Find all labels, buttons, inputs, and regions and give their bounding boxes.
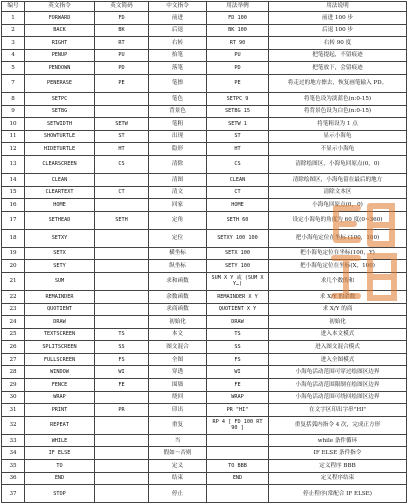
cell-english-command: RIGHT xyxy=(25,37,95,50)
cell-english-abbreviation xyxy=(95,92,149,105)
table-body xyxy=(2,12,407,503)
cell-english-abbreviation: PE xyxy=(95,74,149,92)
cell-usage-description: 清除文本区 xyxy=(269,186,407,199)
cell-chinese-command: 回家 xyxy=(149,199,207,212)
cell-usage-description: 将笔粗设为 1 点 xyxy=(269,118,407,131)
cell-number: 28 xyxy=(2,366,25,379)
cell-english-abbreviation xyxy=(95,434,149,447)
table-row xyxy=(2,155,407,173)
cell-number: 35 xyxy=(2,460,25,473)
cell-usage-example: TS xyxy=(207,328,269,341)
table-row xyxy=(2,211,407,229)
cell-english-abbreviation xyxy=(95,105,149,118)
table-row xyxy=(2,143,407,156)
cell-chinese-command: 纵坐标 xyxy=(149,260,207,273)
cell-usage-example: DRAW xyxy=(207,316,269,329)
cell-number: 36 xyxy=(2,472,25,485)
cell-english-abbreviation: FD xyxy=(95,12,149,25)
cell-number: 13 xyxy=(2,155,25,173)
table-row xyxy=(2,290,407,303)
cell-usage-example: SETY 100 xyxy=(207,260,269,273)
cell-chinese-command: 笔色 xyxy=(149,92,207,105)
cell-usage-description: 小海龟回原点(0，0) xyxy=(269,199,407,212)
table-row xyxy=(2,353,407,366)
cell-english-command: SETX xyxy=(25,247,95,260)
cell-usage-example: FE xyxy=(207,379,269,392)
cell-chinese-command: 横坐标 xyxy=(149,247,207,260)
table-row xyxy=(2,74,407,92)
cell-english-abbreviation: PR xyxy=(95,404,149,417)
cell-usage-description: 在文字区印出字串"HI" xyxy=(269,404,407,417)
cell-english-command: REMAINDER xyxy=(25,290,95,303)
cell-number: 30 xyxy=(2,391,25,404)
cell-number: 3 xyxy=(2,37,25,50)
cell-english-abbreviation xyxy=(95,485,149,503)
cell-usage-description: 求几个数的和 xyxy=(269,272,407,290)
cell-english-command: PENERASE xyxy=(25,74,95,92)
cell-english-abbreviation xyxy=(95,173,149,186)
cell-usage-example: PE xyxy=(207,74,269,92)
table-row xyxy=(2,316,407,329)
cell-english-command: SPLITSCREEN xyxy=(25,341,95,354)
table-row xyxy=(2,485,407,503)
cell-number: 9 xyxy=(2,105,25,118)
cell-english-command: END xyxy=(25,472,95,485)
cell-usage-example: SETW 1 xyxy=(207,118,269,131)
cell-english-command: CLEARTEXT xyxy=(25,186,95,199)
cell-number: 20 xyxy=(2,260,25,273)
cell-english-abbreviation: WI xyxy=(95,366,149,379)
cell-english-command: IF ELSE xyxy=(25,447,95,460)
cell-number: 16 xyxy=(2,199,25,212)
cell-number: 34 xyxy=(2,447,25,460)
cell-english-command: TEXTSCREEN xyxy=(25,328,95,341)
cell-usage-example xyxy=(207,485,269,503)
cell-usage-description: 将走过的地方擦去，恢复画笔输入 PD。 xyxy=(269,74,407,92)
cell-usage-example: SETX 100 xyxy=(207,247,269,260)
cell-usage-description: 小海龟活动范围可绕回绘图区边界 xyxy=(269,391,407,404)
cell-usage-description: 设定小海龟的角度为 60 度(0~360) xyxy=(269,211,407,229)
cell-english-abbreviation: RT xyxy=(95,37,149,50)
logo-command-table xyxy=(1,1,407,503)
cell-english-command: WRAP xyxy=(25,391,95,404)
cell-english-abbreviation xyxy=(95,447,149,460)
cell-usage-description: while 条件循环 xyxy=(269,434,407,447)
table-row xyxy=(2,416,407,434)
cell-usage-example: WI xyxy=(207,366,269,379)
cell-number: 18 xyxy=(2,229,25,247)
cell-usage-description: 求 X/Y 的商 xyxy=(269,303,407,316)
table-row xyxy=(2,472,407,485)
cell-usage-example: RT 90 xyxy=(207,37,269,50)
cell-usage-description: 重复括弧内指令 4 次，完成正方形 xyxy=(269,416,407,434)
cell-number: 26 xyxy=(2,341,25,354)
cell-chinese-command: 余数函数 xyxy=(149,290,207,303)
cell-usage-description: 定义程序结束 xyxy=(269,472,407,485)
cell-english-abbreviation: FS xyxy=(95,353,149,366)
cell-usage-description: 初始化 xyxy=(269,316,407,329)
cell-english-abbreviation: FE xyxy=(95,379,149,392)
cell-number: 12 xyxy=(2,143,25,156)
cell-usage-example: PR "HI" xyxy=(207,404,269,417)
cell-usage-example: CT xyxy=(207,186,269,199)
cell-chinese-command: 绕回 xyxy=(149,391,207,404)
cell-usage-example: QUOTIENT X Y xyxy=(207,303,269,316)
table-row xyxy=(2,404,407,417)
header-english-command: 英文指令 xyxy=(25,2,95,12)
cell-usage-example: TO BBB xyxy=(207,460,269,473)
table-row xyxy=(2,37,407,50)
cell-number: 10 xyxy=(2,118,25,131)
cell-number: 33 xyxy=(2,434,25,447)
cell-chinese-command: 本文 xyxy=(149,328,207,341)
cell-english-command: SETXY xyxy=(25,229,95,247)
cell-english-abbreviation xyxy=(95,303,149,316)
cell-english-command: SETPC xyxy=(25,92,95,105)
cell-english-command: PRINT xyxy=(25,404,95,417)
table-row xyxy=(2,199,407,212)
cell-chinese-command: 右转 xyxy=(149,37,207,50)
header-number: 编号 xyxy=(2,2,25,12)
cell-usage-description: 显示小海龟 xyxy=(269,130,407,143)
cell-usage-example: PU xyxy=(207,49,269,62)
cell-usage-description: 求 X/Y 的余数 xyxy=(269,290,407,303)
cell-usage-example: SS xyxy=(207,341,269,354)
cell-usage-example: SETH 60 xyxy=(207,211,269,229)
cell-english-command: WINDOW xyxy=(25,366,95,379)
table-row xyxy=(2,341,407,354)
table-row xyxy=(2,447,407,460)
cell-english-abbreviation xyxy=(95,247,149,260)
cell-number: 1 xyxy=(2,12,25,25)
cell-number: 7 xyxy=(2,74,25,92)
table-row xyxy=(2,272,407,290)
cell-english-command: SETY xyxy=(25,260,95,273)
cell-usage-description: 进入全图模式 xyxy=(269,353,407,366)
cell-usage-example: REMAINDER X Y xyxy=(207,290,269,303)
cell-chinese-command: 求商函数 xyxy=(149,303,207,316)
cell-english-command: STOP xyxy=(25,485,95,503)
cell-english-command: FULLSCREEN xyxy=(25,353,95,366)
cell-english-abbreviation: CS xyxy=(95,155,149,173)
cell-number: 29 xyxy=(2,379,25,392)
cell-usage-example: SETBG 15 xyxy=(207,105,269,118)
cell-chinese-command: 定位 xyxy=(149,229,207,247)
table-row xyxy=(2,118,407,131)
cell-number: 23 xyxy=(2,303,25,316)
cell-usage-description: IF ELSE 条件指令 xyxy=(269,447,407,460)
header-row xyxy=(2,2,407,12)
cell-chinese-command: 停止 xyxy=(149,485,207,503)
cell-number: 2 xyxy=(2,24,25,37)
cell-chinese-command: 当 xyxy=(149,434,207,447)
cell-chinese-command: 前进 xyxy=(149,12,207,25)
cell-english-abbreviation: BK xyxy=(95,24,149,37)
cell-number: 22 xyxy=(2,290,25,303)
cell-english-abbreviation xyxy=(95,199,149,212)
cell-usage-description: 不显示小海龟 xyxy=(269,143,407,156)
cell-usage-example: HT xyxy=(207,143,269,156)
cell-english-abbreviation: TS xyxy=(95,328,149,341)
table-row xyxy=(2,12,407,25)
cell-usage-description: 小海龟活动范围限制在绘图区边界 xyxy=(269,379,407,392)
cell-number: 32 xyxy=(2,416,25,434)
table-row xyxy=(2,247,407,260)
cell-english-command: FORWARD xyxy=(25,12,95,25)
header-english-abbreviation: 英文简码 xyxy=(95,2,149,12)
cell-english-command: SHOWTURTLE xyxy=(25,130,95,143)
header-usage-description: 用法说明 xyxy=(269,2,407,12)
table-row xyxy=(2,460,407,473)
cell-usage-example: PD xyxy=(207,62,269,75)
cell-english-command: SETHEAD xyxy=(25,211,95,229)
cell-usage-example: RP 4 [ FD 100 RT 90 ] xyxy=(207,416,269,434)
table-row xyxy=(2,92,407,105)
cell-chinese-command: 笔粗 xyxy=(149,118,207,131)
header-chinese-command: 中文指令 xyxy=(149,2,207,12)
table-row xyxy=(2,366,407,379)
cell-usage-example: SETPC 9 xyxy=(207,92,269,105)
cell-english-abbreviation xyxy=(95,290,149,303)
cell-english-abbreviation: PU xyxy=(95,49,149,62)
cell-usage-description: 停止程序(常配合 IF ELSE) xyxy=(269,485,407,503)
cell-chinese-command: 抬笔 xyxy=(149,49,207,62)
cell-english-command: PENDOWN xyxy=(25,62,95,75)
cell-english-command: FENCE xyxy=(25,379,95,392)
cell-english-abbreviation xyxy=(95,416,149,434)
cell-chinese-command: 定义 xyxy=(149,460,207,473)
cell-number: 27 xyxy=(2,353,25,366)
cell-usage-description: 清除绘图区，小海龟回原点(0，0) xyxy=(269,155,407,173)
cell-usage-description: 进入本文模式 xyxy=(269,328,407,341)
table-row xyxy=(2,24,407,37)
table-row xyxy=(2,62,407,75)
cell-number: 4 xyxy=(2,49,25,62)
cell-number: 24 xyxy=(2,316,25,329)
cell-chinese-command: 围墙 xyxy=(149,379,207,392)
cell-chinese-command: 结束 xyxy=(149,472,207,485)
cell-chinese-command: 背景色 xyxy=(149,105,207,118)
table-row xyxy=(2,130,407,143)
cell-chinese-command: 清除 xyxy=(149,155,207,173)
cell-english-abbreviation xyxy=(95,472,149,485)
cell-usage-example: BK 100 xyxy=(207,24,269,37)
cell-english-abbreviation: PD xyxy=(95,62,149,75)
cell-english-command: CLEAN xyxy=(25,173,95,186)
cell-chinese-command: 全图 xyxy=(149,353,207,366)
cell-number: 5 xyxy=(2,62,25,75)
cell-number: 19 xyxy=(2,247,25,260)
cell-number: 21 xyxy=(2,272,25,290)
cell-number: 11 xyxy=(2,130,25,143)
table-row xyxy=(2,434,407,447)
cell-usage-description: 把小海龟定位在坐标(X，100) xyxy=(269,260,407,273)
cell-usage-description: 小海龟活动范围可穿过绘图区边界 xyxy=(269,366,407,379)
table-row xyxy=(2,260,407,273)
cell-english-command: QUOTIENT xyxy=(25,303,95,316)
cell-usage-example: CS xyxy=(207,155,269,173)
cell-chinese-command: 隐形 xyxy=(149,143,207,156)
cell-usage-example: FS xyxy=(207,353,269,366)
cell-chinese-command: 清图 xyxy=(149,173,207,186)
cell-usage-description: 进入图文混合模式 xyxy=(269,341,407,354)
cell-usage-example: FD 100 xyxy=(207,12,269,25)
cell-english-abbreviation xyxy=(95,260,149,273)
cell-usage-description: 前进 100 步 xyxy=(269,12,407,25)
cell-number: 37 xyxy=(2,485,25,503)
cell-number: 15 xyxy=(2,186,25,199)
cell-usage-example: CLEAN xyxy=(207,173,269,186)
cell-chinese-command: 假如～否则 xyxy=(149,447,207,460)
cell-usage-description: 将背景色设为白色(n:0-15) xyxy=(269,105,407,118)
cell-usage-description: 清除绘图区，小海龟留在最后的地方 xyxy=(269,173,407,186)
table-row xyxy=(2,303,407,316)
cell-english-command: DRAW xyxy=(25,316,95,329)
cell-usage-example: END xyxy=(207,472,269,485)
cell-english-abbreviation: SS xyxy=(95,341,149,354)
cell-english-command: WHILE xyxy=(25,434,95,447)
table-row xyxy=(2,186,407,199)
cell-usage-description: 把笔提起，不留痕迹 xyxy=(269,49,407,62)
cell-english-command: HIDETURTLE xyxy=(25,143,95,156)
cell-english-command: HOME xyxy=(25,199,95,212)
cell-usage-description: 后退 100 步 xyxy=(269,24,407,37)
cell-number: 8 xyxy=(2,92,25,105)
cell-number: 14 xyxy=(2,173,25,186)
cell-english-command: SETBG xyxy=(25,105,95,118)
cell-english-command: SUM xyxy=(25,272,95,290)
cell-number: 31 xyxy=(2,404,25,417)
cell-usage-example xyxy=(207,434,269,447)
table-row xyxy=(2,173,407,186)
cell-usage-example xyxy=(207,447,269,460)
cell-usage-description: 把小海龟定位在坐标(100，Y) xyxy=(269,247,407,260)
cell-chinese-command: 初始化 xyxy=(149,316,207,329)
cell-chinese-command: 后退 xyxy=(149,24,207,37)
cell-chinese-command: 落笔 xyxy=(149,62,207,75)
cell-usage-description: 把小海龟定位在坐标 (100，100) xyxy=(269,229,407,247)
cell-chinese-command: 清文 xyxy=(149,186,207,199)
cell-english-abbreviation: HT xyxy=(95,143,149,156)
cell-chinese-command: 出现 xyxy=(149,130,207,143)
cell-chinese-command: 求和函数 xyxy=(149,272,207,290)
cell-english-abbreviation: CT xyxy=(95,186,149,199)
header-usage-example: 用法举例 xyxy=(207,2,269,12)
cell-usage-description: 把笔放下，会留痕迹 xyxy=(269,62,407,75)
cell-usage-example: HOME xyxy=(207,199,269,212)
table-row xyxy=(2,49,407,62)
cell-english-command: TO xyxy=(25,460,95,473)
cell-chinese-command: 印出 xyxy=(149,404,207,417)
cell-english-command: BACK xyxy=(25,24,95,37)
cell-english-command: SETWIDTH xyxy=(25,118,95,131)
cell-usage-description: 定义程序 BBB xyxy=(269,460,407,473)
cell-english-abbreviation: SETH xyxy=(95,211,149,229)
cell-usage-example: ST xyxy=(207,130,269,143)
cell-usage-example: WRAP xyxy=(207,391,269,404)
table-row xyxy=(2,105,407,118)
cell-chinese-command: 笔擦 xyxy=(149,74,207,92)
table-row xyxy=(2,379,407,392)
cell-number: 25 xyxy=(2,328,25,341)
cell-english-abbreviation xyxy=(95,229,149,247)
cell-usage-description: 将笔色设为淡蓝色(n:0-15) xyxy=(269,92,407,105)
cell-usage-description: 右转 90 度 xyxy=(269,37,407,50)
cell-english-abbreviation: SETW xyxy=(95,118,149,131)
cell-usage-example: SETXY 100 100 xyxy=(207,229,269,247)
cell-english-abbreviation xyxy=(95,272,149,290)
cell-chinese-command: 定角 xyxy=(149,211,207,229)
cell-english-abbreviation xyxy=(95,460,149,473)
cell-number: 17 xyxy=(2,211,25,229)
cell-chinese-command: 图文混合 xyxy=(149,341,207,354)
cell-english-command: PENUP xyxy=(25,49,95,62)
cell-english-abbreviation xyxy=(95,316,149,329)
cell-chinese-command: 穿透 xyxy=(149,366,207,379)
cell-usage-example: SUM X Y 或 (SUM X Y…) xyxy=(207,272,269,290)
cell-chinese-command: 重复 xyxy=(149,416,207,434)
cell-english-command: REPEAT xyxy=(25,416,95,434)
cell-english-command: CLEARSCREEN xyxy=(25,155,95,173)
cell-english-abbreviation xyxy=(95,391,149,404)
table-row xyxy=(2,328,407,341)
cell-english-abbreviation: ST xyxy=(95,130,149,143)
table-row xyxy=(2,391,407,404)
table-row xyxy=(2,229,407,247)
